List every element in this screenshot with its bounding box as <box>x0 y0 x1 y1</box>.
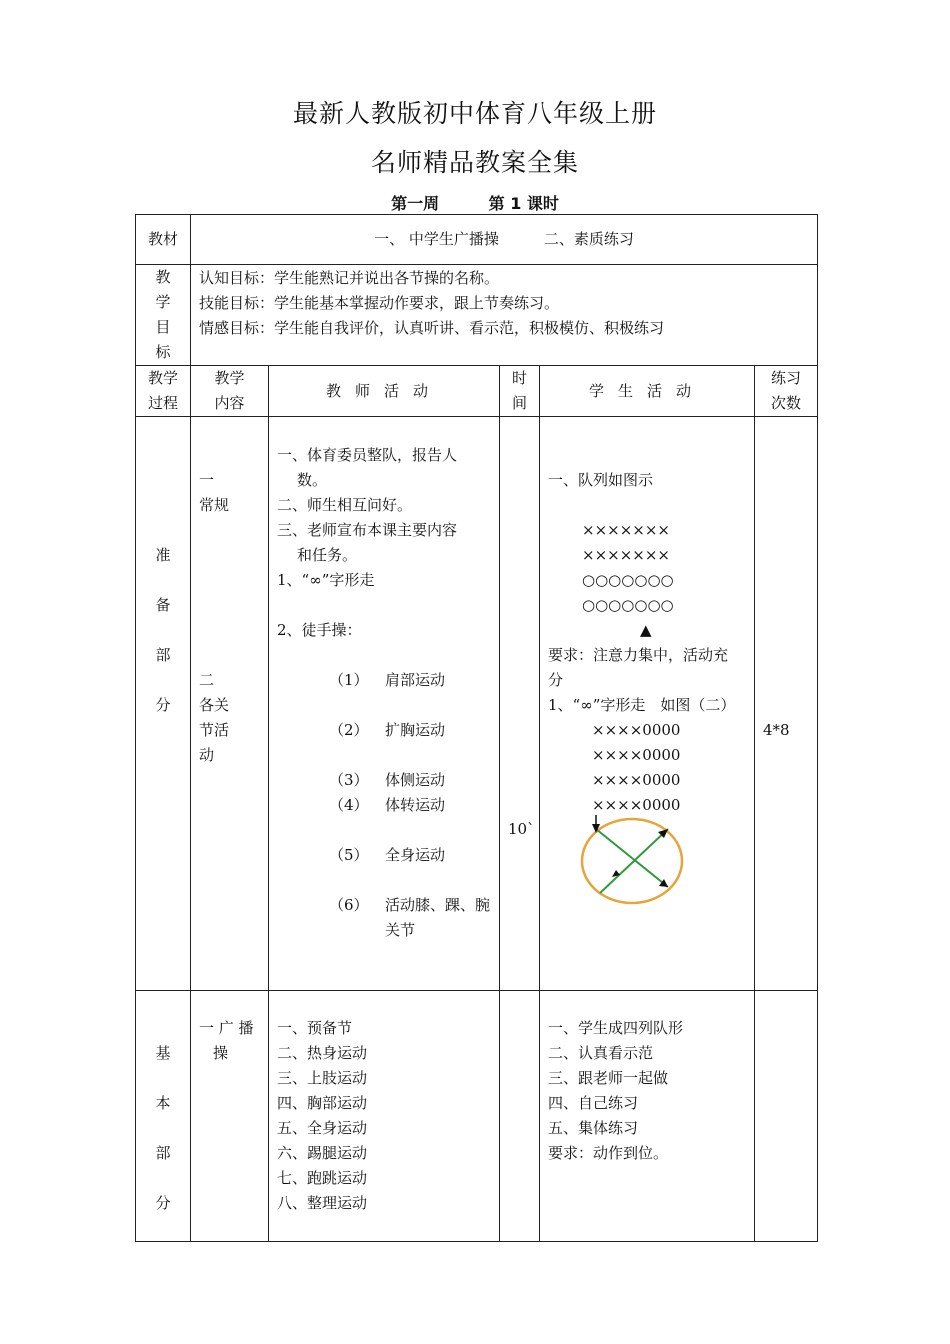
basic-student-activity: 一、学生成四列队形 二、认真看示范 三、跟老师一起做 四、自己练习 五、集体练习 要求：动作到位。 <box>540 991 755 1242</box>
material-row <box>136 215 818 265</box>
prep-teacher-activity: 一、体育委员整队，报告人 数。 二、师生相互问好。 三、老师宣布本课主要内容 和任务。 1、“∞”字形走 2、徒手操： （1） 肩部运动 （2） 扩胸运动 （3） 体侧运动 （4） 体转运动 （5） 全身运动 （6） 活动膝、踝、腕 关节 <box>269 417 500 991</box>
exercise-2: （2） 扩胸运动 <box>329 721 446 739</box>
header-reps: 练习 次数 <box>755 366 818 417</box>
prep-student-activity: 一、队列如图示 ××××××× ××××××× ○○○○○○○ ○○○○○○○ ▲ 要求：注意力集中，活动充 分 1、“∞”字形走 如图（二） ××××0000 ××××0000 ××××0000 ××××0000 <box>540 417 755 991</box>
header-process: 教学 过程 <box>136 366 191 417</box>
lesson-label: 第 1 课时 <box>488 194 559 213</box>
lesson-plan-table <box>135 214 818 1242</box>
objective-skill: 技能目标：学生能基本掌握动作要求，跟上节奏练习。 <box>199 294 560 312</box>
objectives-label: 教 学 目 标 <box>136 265 191 366</box>
formation-diagram: ××××××× ××××××× ○○○○○○○ ○○○○○○○ <box>582 521 674 614</box>
basic-content: 一 广 播 操 <box>191 991 269 1242</box>
exercise-5: （5） 全身运动 <box>329 846 446 864</box>
column-header-row <box>136 366 818 417</box>
prep-reps-value: 4*8 <box>763 721 790 739</box>
objectives-content <box>191 265 818 366</box>
prep-content: 一 常规 二 各关 节活 动 <box>191 417 269 991</box>
figure8-route-diagram <box>580 815 690 905</box>
route-line-b <box>600 829 668 893</box>
prep-reps <box>755 417 818 991</box>
basic-reps <box>755 991 818 1242</box>
lesson-heading <box>0 191 950 214</box>
document-subtitle: 名师精品教案全集 <box>370 148 579 177</box>
prep-section-label: 准 备 部 分 <box>136 417 191 991</box>
objective-cognitive: 认知目标：学生能熟记并说出各节操的名称。 <box>199 269 500 287</box>
document-title: 最新人教版初中体育八年级上册 <box>292 99 657 128</box>
material-label: 教材 <box>136 215 191 265</box>
header-student-activity: 学生活动 <box>540 366 755 417</box>
week-label: 第一周 <box>391 194 440 213</box>
exercise-6: （6） 活动膝、踝、腕 <box>329 896 491 914</box>
basic-section-label: 基 本 部 分 <box>136 991 191 1242</box>
route-line-a <box>596 829 668 887</box>
basic-time <box>500 991 540 1242</box>
exercise-4: （4） 体转运动 <box>329 796 446 814</box>
header-teacher-activity: 教师活动 <box>269 366 500 417</box>
exercise-3: （3） 体侧运动 <box>329 771 446 789</box>
prep-section-row <box>136 417 818 991</box>
material-content: 一、 中学生广播操 二、素质练习 <box>191 215 818 265</box>
basic-section-row <box>136 991 818 1242</box>
objectives-row <box>136 265 818 366</box>
route-ellipse-icon <box>582 819 682 903</box>
figure8-formation: ××××0000 ××××0000 ××××0000 ××××0000 <box>592 721 681 814</box>
basic-teacher-activity: 一、预备节 二、热身运动 三、上肢运动 四、胸部运动 五、全身运动 六、踢腿运动 七、跑跳运动 八、整理运动 <box>269 991 500 1242</box>
header-content: 教学 内容 <box>191 366 269 417</box>
objective-affective: 情感目标：学生能自我评价，认真听讲、看示范，积极模仿、积极练习 <box>199 319 665 337</box>
prep-time-value: 10` <box>508 820 535 838</box>
prep-time <box>500 417 540 991</box>
header-time: 时 间 <box>500 366 540 417</box>
exercise-1: （1） 肩部运动 <box>329 671 446 689</box>
teacher-position-icon: ▲ <box>640 621 652 639</box>
